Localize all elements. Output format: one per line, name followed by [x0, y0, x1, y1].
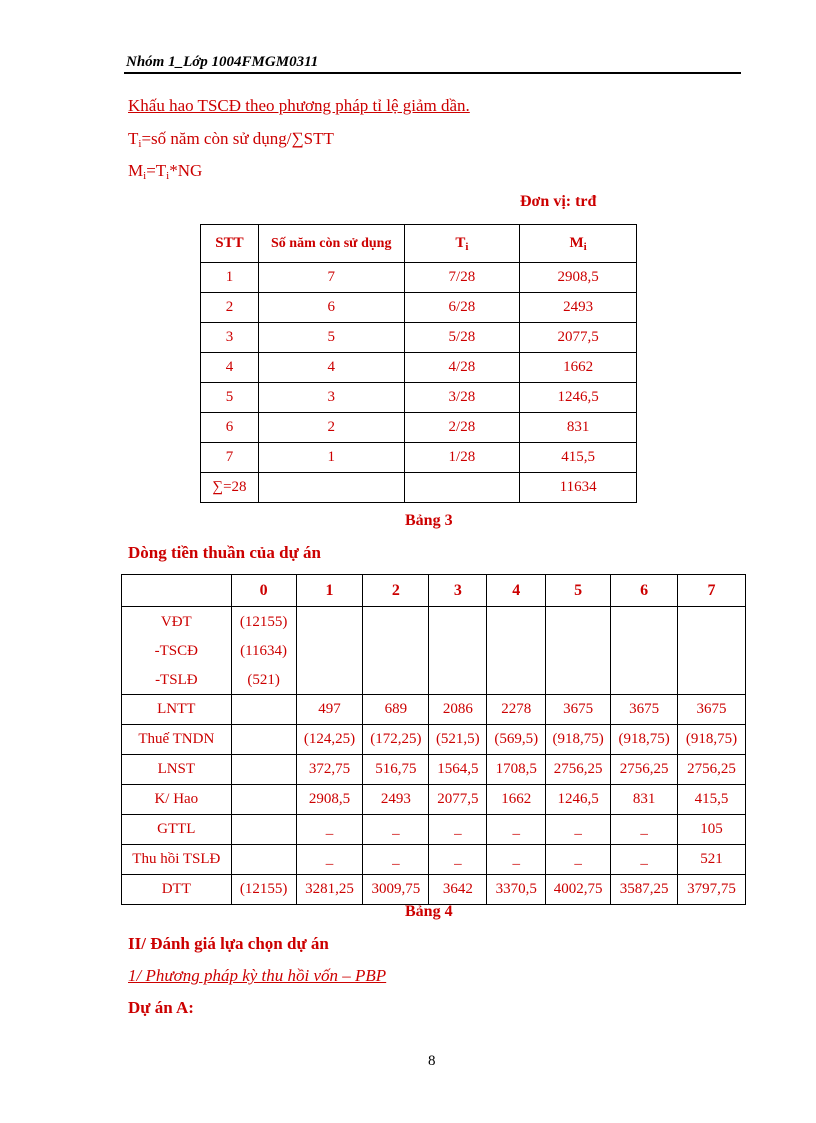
- cell: _: [429, 815, 487, 845]
- year-header: 5: [546, 575, 611, 607]
- cell: 4: [201, 353, 259, 383]
- table-row: [122, 845, 746, 875]
- value-vdt: (12155): [239, 614, 288, 630]
- cell: 1662: [520, 353, 637, 383]
- cell: 2086: [429, 695, 487, 725]
- label-vdt: VĐT: [160, 614, 192, 630]
- cell: (918,75): [611, 725, 678, 755]
- cell: 2756,25: [678, 755, 746, 785]
- cell: 1246,5: [546, 785, 611, 815]
- cell: 1246,5: [520, 383, 637, 413]
- cell: _: [429, 845, 487, 875]
- cell: 2: [258, 413, 404, 443]
- table-row: [201, 383, 637, 413]
- year-header-row: [122, 575, 746, 607]
- cell: [363, 607, 429, 695]
- table-row: [201, 353, 637, 383]
- cell: 5: [201, 383, 259, 413]
- cell: [487, 607, 546, 695]
- row-label: K/ Hao: [122, 785, 232, 815]
- cell: (918,75): [546, 725, 611, 755]
- table-row: [122, 725, 746, 755]
- cell: 5: [258, 323, 404, 353]
- heading-depreciation: Khấu hao TSCĐ theo phương pháp tỉ lệ giảm dần.: [128, 96, 470, 115]
- row-label: Thuế TNDN: [122, 725, 232, 755]
- cell: [296, 607, 363, 695]
- cell: 1: [201, 263, 259, 293]
- cell: 1708,5: [487, 755, 546, 785]
- cell: 1662: [487, 785, 546, 815]
- table-row: [201, 263, 637, 293]
- table-row: [201, 323, 637, 353]
- section-heading: II/ Đánh giá lựa chọn dự án: [128, 934, 329, 953]
- cell: [258, 473, 404, 503]
- table-row: [122, 785, 746, 815]
- header-remaining-years: Số năm còn sử dụng: [258, 225, 404, 263]
- cell: 516,75: [363, 755, 429, 785]
- year-header: 0: [231, 575, 296, 607]
- cell: _: [546, 815, 611, 845]
- header-divider: [124, 72, 741, 74]
- unit-label: Đơn vị: trđ: [520, 193, 597, 210]
- cell: 7: [201, 443, 259, 473]
- subsection-heading: 1/ Phương pháp kỳ thu hồi vốn – PBP: [128, 966, 387, 985]
- year-header: 4: [487, 575, 546, 607]
- row-label: Thu hồi TSLĐ: [122, 845, 232, 875]
- cell: _: [546, 845, 611, 875]
- cell: 3281,25: [296, 875, 363, 905]
- investment-row: [122, 607, 746, 695]
- cell: _: [611, 845, 678, 875]
- cell: 2908,5: [520, 263, 637, 293]
- cell: 415,5: [678, 785, 746, 815]
- cell: (521,5): [429, 725, 487, 755]
- investment-labels: [122, 607, 232, 695]
- cell: 689: [363, 695, 429, 725]
- cell: 2: [201, 293, 259, 323]
- year-header: 1: [296, 575, 363, 607]
- cell: 4002,75: [546, 875, 611, 905]
- page-number: 8: [428, 1053, 436, 1069]
- cell: 7/28: [404, 263, 520, 293]
- year-header: 2: [363, 575, 429, 607]
- cell: 11634: [520, 473, 637, 503]
- formula-mi: $M_i=T_i*NG$: [128, 161, 203, 182]
- table-row: [122, 815, 746, 845]
- cell: 3675: [611, 695, 678, 725]
- cell: _: [363, 845, 429, 875]
- header-ti: $T_i$: [404, 225, 520, 263]
- cell: _: [611, 815, 678, 845]
- label-tscd: -TSCĐ: [154, 643, 198, 659]
- cell: [231, 695, 296, 725]
- page-header: Nhóm 1_Lớp 1004FMGM0311: [126, 54, 319, 70]
- cell: 5/28: [404, 323, 520, 353]
- depreciation-table: [200, 224, 637, 503]
- cell: 415,5: [520, 443, 637, 473]
- cell: ∑=28: [201, 473, 259, 503]
- cell: 831: [611, 785, 678, 815]
- year-header: 6: [611, 575, 678, 607]
- cell: 2493: [363, 785, 429, 815]
- cell: 2493: [520, 293, 637, 323]
- cell: 497: [296, 695, 363, 725]
- header-stt: STT: [201, 225, 259, 263]
- formula-ti: $T_i=số$ năm còn sử dụng/∑STT: [128, 129, 334, 150]
- cell: 3675: [546, 695, 611, 725]
- cell: 6: [201, 413, 259, 443]
- value-tscd: (11634): [240, 643, 288, 659]
- row-label: DTT: [122, 875, 232, 905]
- cell: 7: [258, 263, 404, 293]
- table-row: [201, 443, 637, 473]
- cell: 3370,5: [487, 875, 546, 905]
- year-header: 7: [678, 575, 746, 607]
- table-row: [201, 293, 637, 323]
- table4-caption: Bảng 4: [405, 903, 453, 920]
- cell: 3642: [429, 875, 487, 905]
- cell: 2278: [487, 695, 546, 725]
- cell: 3/28: [404, 383, 520, 413]
- cell: 521: [678, 845, 746, 875]
- table-row: [201, 413, 637, 443]
- cell: (12155): [231, 875, 296, 905]
- cell: 2756,25: [546, 755, 611, 785]
- cell: 1: [258, 443, 404, 473]
- cell: _: [487, 845, 546, 875]
- cell: (124,25): [296, 725, 363, 755]
- cell: (569,5): [487, 725, 546, 755]
- investment-values: [231, 607, 296, 695]
- project-a-label: Dự án A:: [128, 998, 194, 1017]
- cell: _: [363, 815, 429, 845]
- cell: 3797,75: [678, 875, 746, 905]
- heading-cashflow: Dòng tiền thuần của dự án: [128, 543, 322, 562]
- table-header-row: [201, 225, 637, 263]
- cell: 2908,5: [296, 785, 363, 815]
- row-label: LNST: [122, 755, 232, 785]
- table-row: [122, 755, 746, 785]
- row-label: LNTT: [122, 695, 232, 725]
- cell: [231, 785, 296, 815]
- cell: 1564,5: [429, 755, 487, 785]
- cell: 1/28: [404, 443, 520, 473]
- cell: [231, 755, 296, 785]
- cell: [231, 845, 296, 875]
- row-label: GTTL: [122, 815, 232, 845]
- table-row: [122, 695, 746, 725]
- cell: [429, 607, 487, 695]
- cell: [611, 607, 678, 695]
- cell: 3009,75: [363, 875, 429, 905]
- cell: [546, 607, 611, 695]
- cashflow-table: [121, 574, 746, 905]
- cell: 2756,25: [611, 755, 678, 785]
- cell: (918,75): [678, 725, 746, 755]
- header-blank: [122, 575, 232, 607]
- cell: 3675: [678, 695, 746, 725]
- header-mi: $M_i$: [520, 225, 637, 263]
- cell: 2077,5: [520, 323, 637, 353]
- cell: _: [296, 845, 363, 875]
- cell: 2077,5: [429, 785, 487, 815]
- table3-caption: Bảng 3: [405, 512, 453, 529]
- table-row: [122, 875, 746, 905]
- cell: 2/28: [404, 413, 520, 443]
- cell: [404, 473, 520, 503]
- cell: 3587,25: [611, 875, 678, 905]
- cell: 6/28: [404, 293, 520, 323]
- cell: 831: [520, 413, 637, 443]
- cell: [231, 815, 296, 845]
- value-tsld: (521): [247, 672, 280, 688]
- year-header: 3: [429, 575, 487, 607]
- label-tsld: -TSLĐ: [155, 672, 198, 688]
- cell: 4: [258, 353, 404, 383]
- cell: _: [487, 815, 546, 845]
- cell: 4/28: [404, 353, 520, 383]
- cell: 3: [201, 323, 259, 353]
- table-total-row: [201, 473, 637, 503]
- cell: 3: [258, 383, 404, 413]
- cell: 372,75: [296, 755, 363, 785]
- cell: 105: [678, 815, 746, 845]
- cell: _: [296, 815, 363, 845]
- cell: [678, 607, 746, 695]
- cell: [231, 725, 296, 755]
- cell: 6: [258, 293, 404, 323]
- cell: (172,25): [363, 725, 429, 755]
